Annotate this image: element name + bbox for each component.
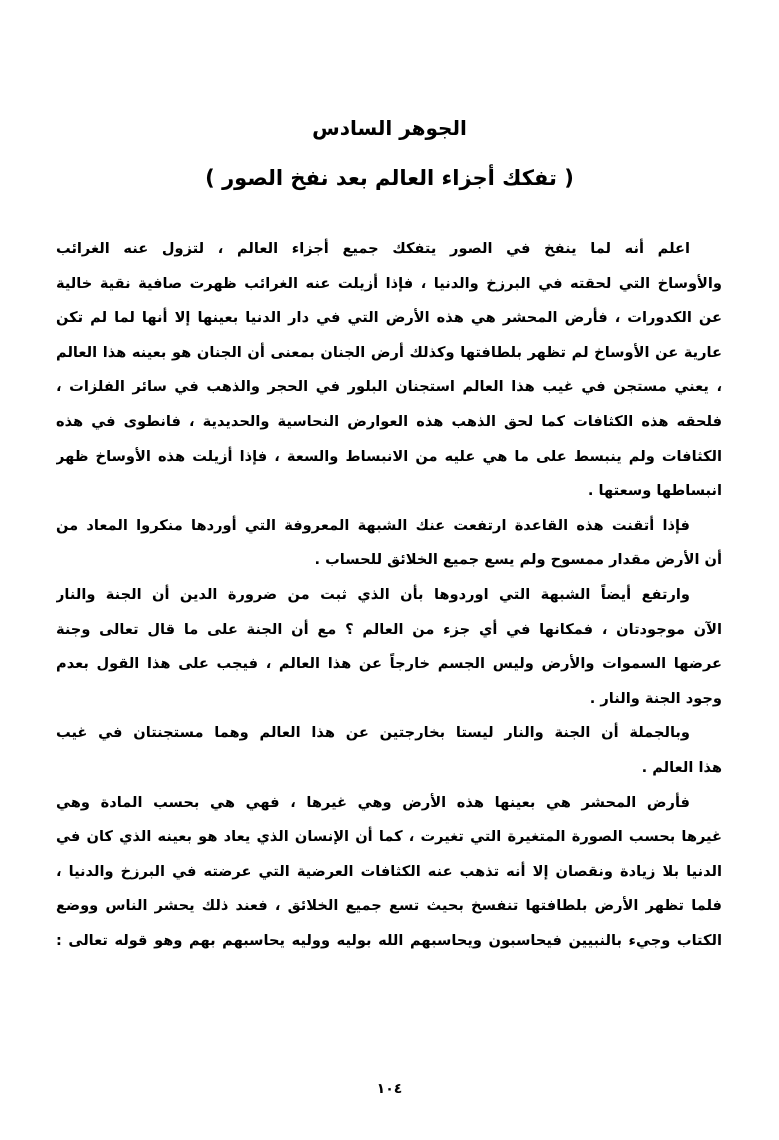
text-line: الكثافات ولم ينبسط على ما هي عليه من الانبساط والسعة ، فإذا أزيلت هذه الأوساخ ظهر <box>56 447 722 465</box>
text-line: الدنيا بلا زيادة ونقصان إلا أنه تذهب عنه الكثافات العرضية التي عرضته في البرزخ والدنيا ، <box>56 862 722 880</box>
text-line: الكتاب وجيء بالنبيين فيحاسبون ويحاسبهم الله بوليه ووليه يحاسبهم بهم وهو قوله تعالى : <box>56 931 722 949</box>
text-line: وبالجملة أن الجنة والنار ليستا بخارجتين عن هذا العالم وهما مستجنتان في غيب <box>56 724 690 742</box>
text-line: غيرها بحسب الصورة المتغيرة التي تغيرت ، كما أن الإنسان الذي يعاد هو بعينه الذي كان في <box>56 828 722 846</box>
text-line: ، يعني مستجن في غيب هذا العالم استجنان البلور في الحجر والذهب في سائر الفلزات ، <box>56 378 722 396</box>
text-line: عرضها السموات والأرض وليس الجسم خارجاً عن هذا العالم ، فيجب على هذا القول بعدم <box>56 655 722 673</box>
text-line: فلحقه هذه الكثافات كما لحق الذهب هذه العوارض النحاسية والحديدية ، فانطوى في هذه <box>56 412 722 430</box>
text-line: عارية عن الأوساخ لم تظهر بلطافتها وكذلك أرض الجنان بمعنى أن الجنان هو بعينه هذا العالم <box>56 343 722 361</box>
text-line: وجود الجنة والنار . <box>589 689 722 707</box>
body-text <box>56 232 722 958</box>
page-number: ١٠٤ <box>376 1081 403 1097</box>
text-line: هذا العالم . <box>641 758 722 776</box>
text-line: فأرض المحشر هي بعينها هذه الأرض وهي غيرها ، فهي هي بحسب المادة وهي <box>56 793 690 811</box>
text-line: اعلم أنه لما ينفخ في الصور يتفكك جميع أجزاء العالم ، لتزول عنه الغرائب <box>56 240 690 257</box>
text-line: الآن موجودتان ، فمكانها في أي جزء من العالم ؟ مع أن الجنة على ما قال تعالى وجنة <box>56 620 722 638</box>
text-line: فلما تظهر الأرض بلطافتها تنفسخ بحيث تسع جميع الخلائق ، فعند ذلك يحشر الناس ووضع <box>56 897 722 915</box>
text-line: أن الأرض مقدار ممسوح ولم يسع جميع الخلائق للحساب . <box>314 551 722 569</box>
text-line: والأوساخ التي لحقته في البرزخ والدنيا ، فإذا أزيلت عنه الغرائب ظهرت صافية نقية خالية <box>56 274 722 292</box>
text-line: فإذا أتقنت هذه القاعدة ارتفعت عنك الشبهة المعروفة التي أوردها منكروا المعاد من <box>56 516 690 534</box>
text-line: انبساطها وسعتها . <box>587 482 722 500</box>
text-line: عن الكدورات ، فأرض المحشر هي هذه الأرض التي في دار الدنيا بعينها إلا أنها لما لم تكن <box>56 309 722 327</box>
text-line: وارتفع أيضاً الشبهة التي اوردوها بأن الذي ثبت من ضرورة الدين أن الجنة والنار <box>56 585 690 603</box>
page-title: الجوهر السادس <box>312 116 467 140</box>
page-subtitle: ( تفكك أجزاء العالم بعد نفخ الصور ) <box>205 166 574 190</box>
